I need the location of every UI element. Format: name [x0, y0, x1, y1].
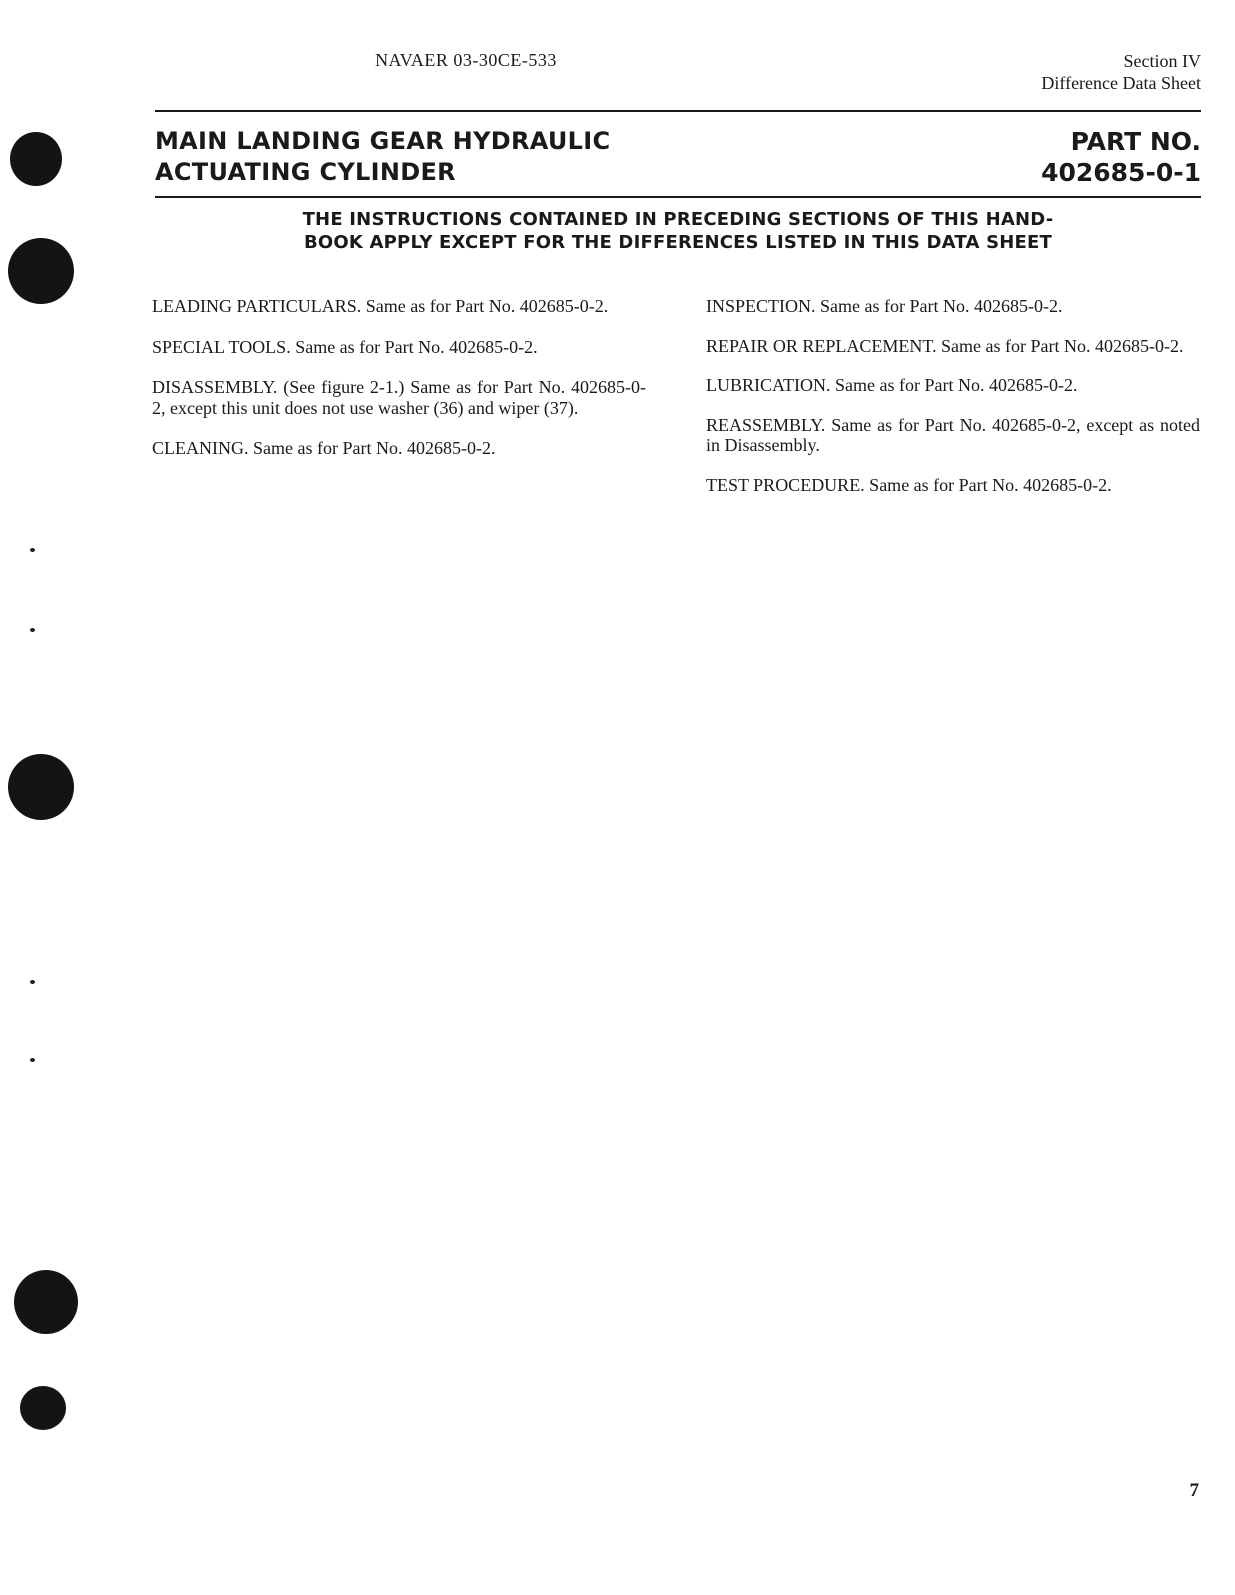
- section-info: [1041, 50, 1201, 94]
- test-procedure-paragraph: TEST PROCEDURE. Same as for Part No. 402685-0-2.: [706, 474, 1112, 495]
- punch-hole-1: [10, 132, 62, 186]
- scan-speck: [30, 1058, 35, 1062]
- scan-speck: [30, 628, 35, 632]
- right-column: [706, 296, 1200, 514]
- document-number: NAVAER 03-30CE-533: [375, 50, 557, 70]
- punch-hole-2: [8, 238, 74, 304]
- instructions-notice: [155, 208, 1201, 254]
- punch-hole-4: [14, 1270, 78, 1334]
- page-number: 7: [1189, 1480, 1199, 1501]
- scan-speck: [30, 980, 35, 984]
- lubrication-paragraph: LUBRICATION. Same as for Part No. 402685-0-2.: [706, 375, 1078, 395]
- title-line-2: ACTUATING CYLINDER: [155, 158, 456, 186]
- repair-replacement-paragraph: REPAIR OR REPLACEMENT. Same as for Part No. 402685-0-2.: [706, 335, 1184, 356]
- inspection-paragraph: INSPECTION. Same as for Part No. 402685-0-2.: [706, 296, 1063, 316]
- punch-hole-5: [20, 1386, 66, 1430]
- section-label: Section IV: [1123, 51, 1201, 71]
- title-line-1: MAIN LANDING GEAR HYDRAULIC: [155, 127, 611, 155]
- punch-hole-3: [8, 754, 74, 820]
- special-tools-paragraph: SPECIAL TOOLS. Same as for Part No. 402685-0-2.: [152, 336, 538, 357]
- leading-particulars-paragraph: LEADING PARTICULARS. Same as for Part No. 402685-0-2.: [152, 296, 609, 316]
- top-rule: [155, 110, 1201, 112]
- left-column: [152, 296, 646, 479]
- notice-line-1: THE INSTRUCTIONS CONTAINED IN PRECEDING SECTIONS OF THIS HAND-: [302, 209, 1054, 230]
- reassembly-paragraph: REASSEMBLY. Same as for Part No. 402685-0-2, except as noted in Disassembly.: [706, 414, 1200, 455]
- notice-line-2: BOOK APPLY EXCEPT FOR THE DIFFERENCES LISTED IN THIS DATA SHEET: [304, 232, 1052, 253]
- part-number-block: [1041, 126, 1201, 188]
- part-number: 402685-0-1: [1041, 158, 1201, 187]
- page-title: [155, 126, 610, 188]
- sheet-type-label: Difference Data Sheet: [1041, 73, 1201, 93]
- cleaning-paragraph: CLEANING. Same as for Part No. 402685-0-2.: [152, 438, 496, 458]
- disassembly-paragraph: DISASSEMBLY. (See figure 2-1.) Same as for Part No. 402685-0-2, except this unit does not use washer (36) and wiper (37).: [152, 377, 646, 418]
- title-rule: [155, 196, 1201, 198]
- part-label: PART NO.: [1070, 127, 1201, 156]
- scan-speck: [30, 548, 35, 552]
